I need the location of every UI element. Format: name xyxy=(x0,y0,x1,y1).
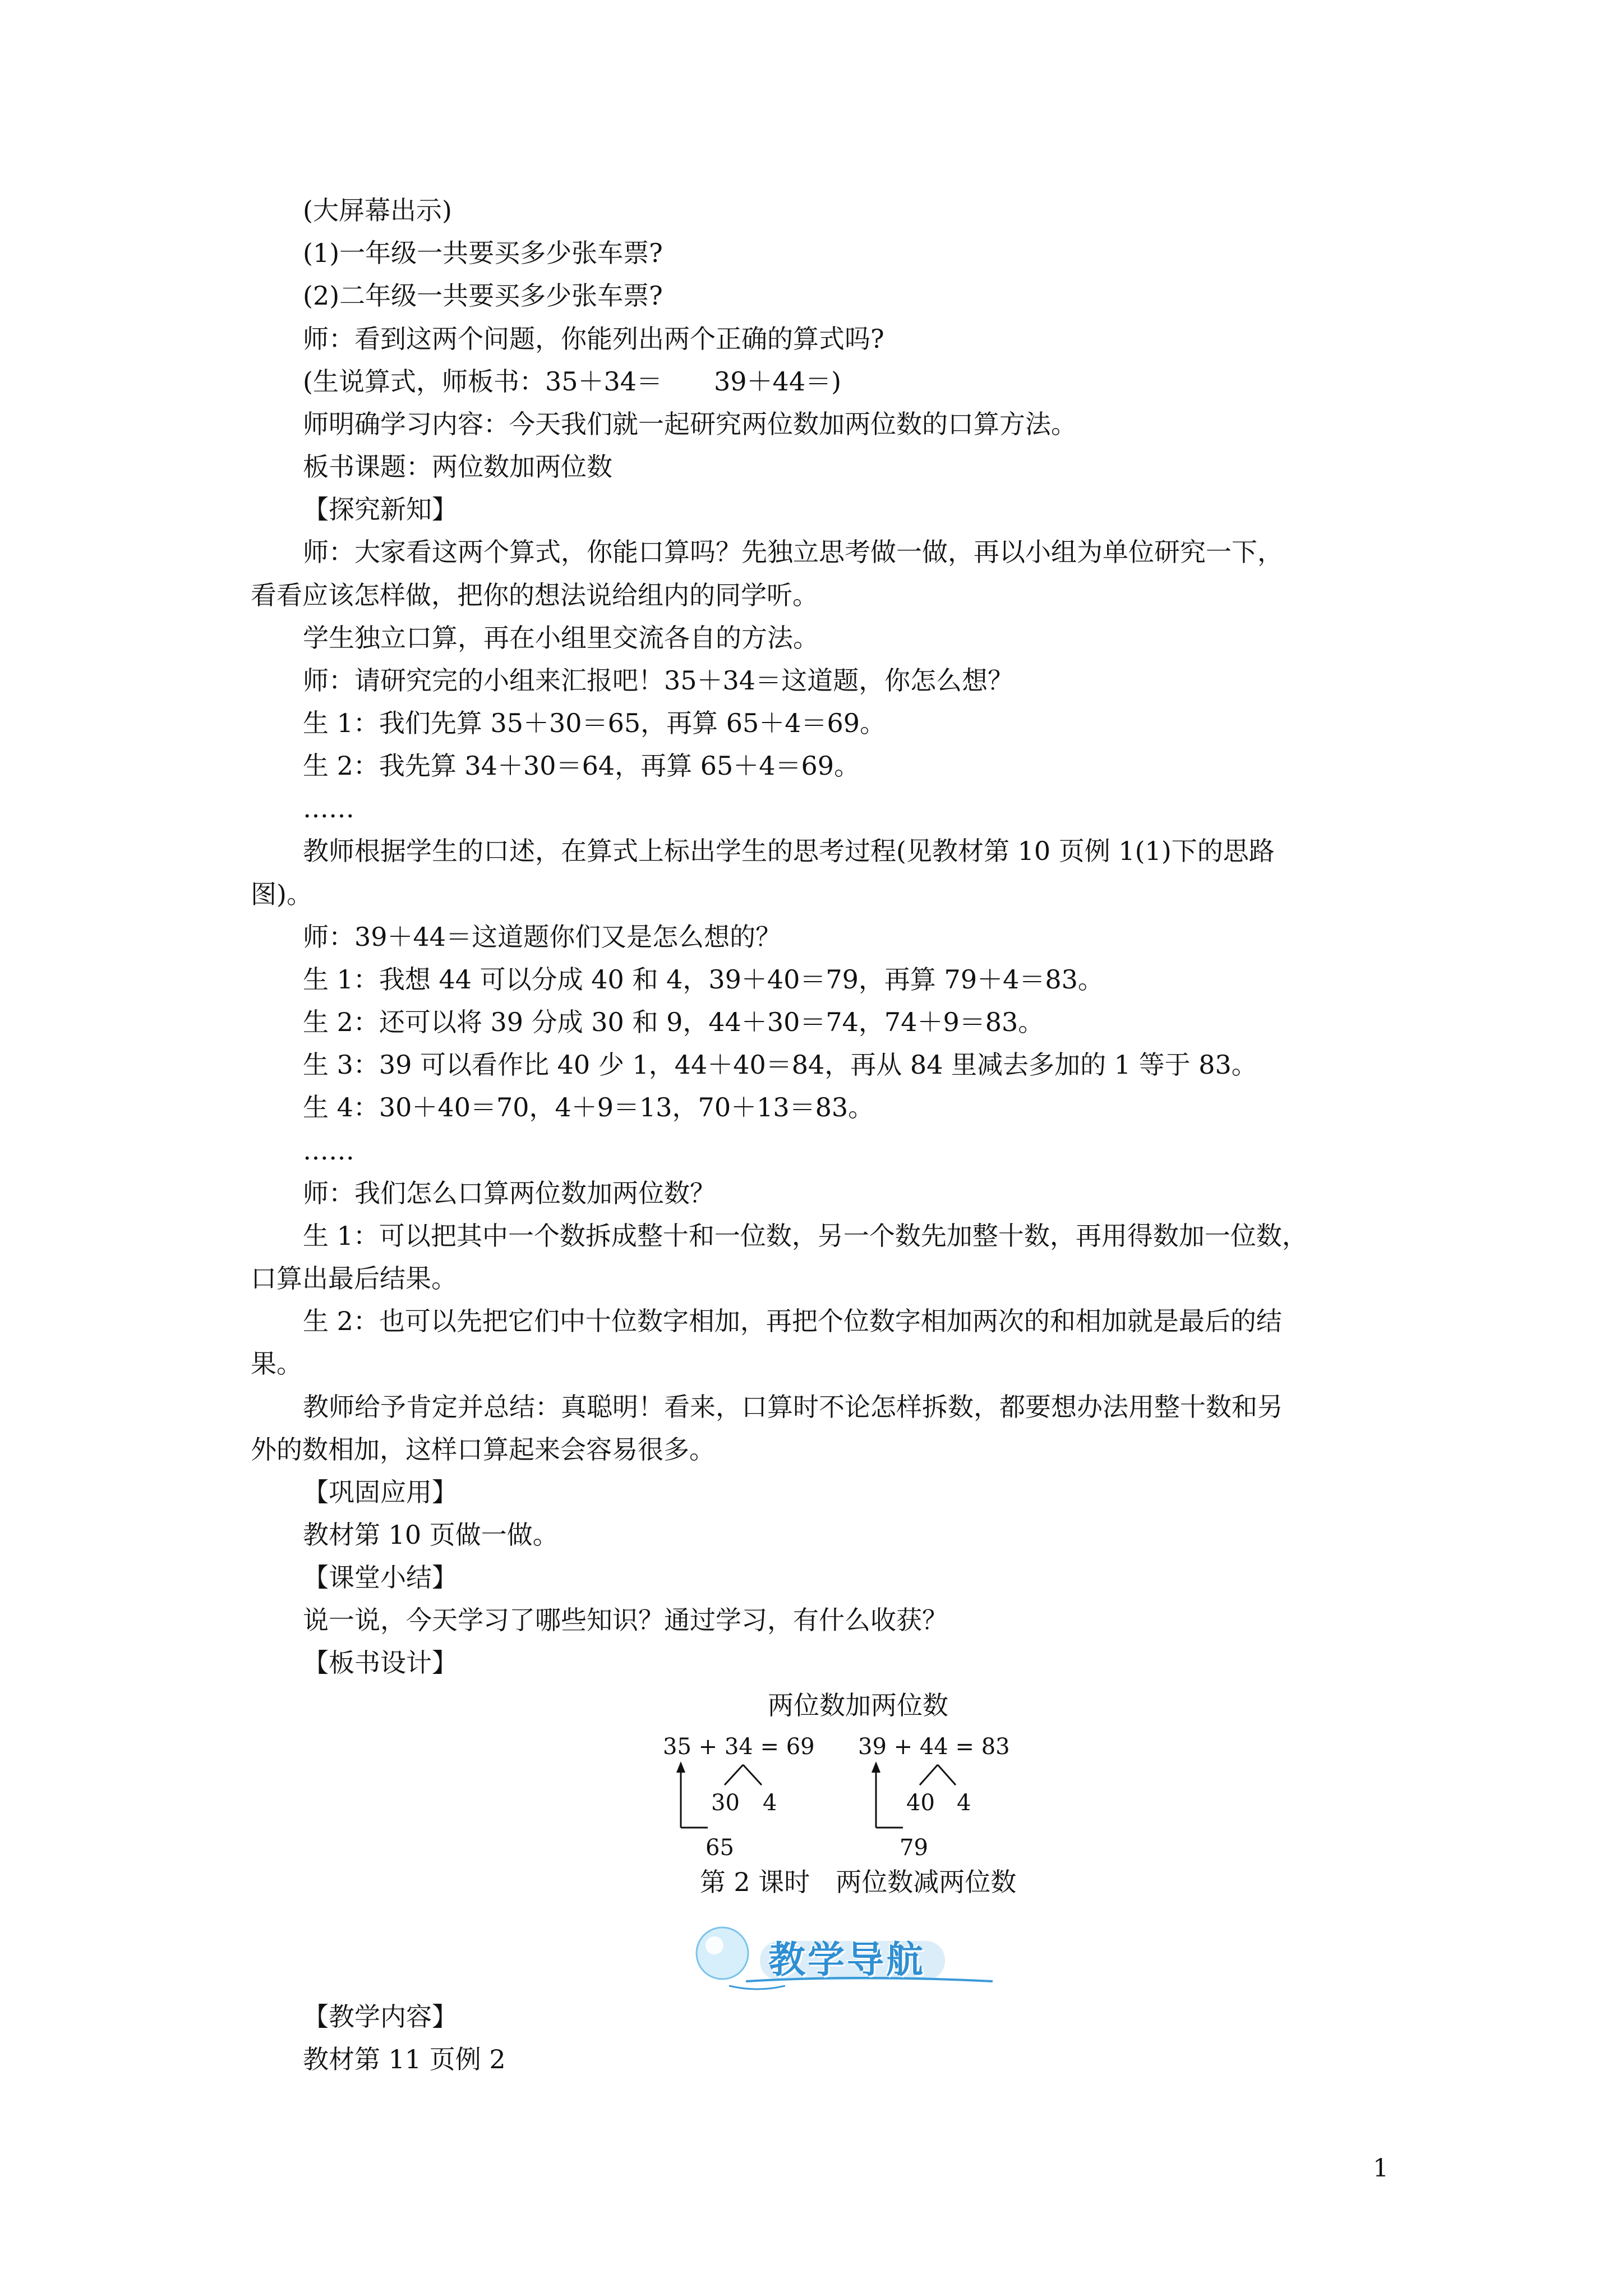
page-number: 1 xyxy=(1373,2154,1389,2183)
text-line: (生说算式，师板书：35＋34＝ 39＋44＝) xyxy=(303,366,842,397)
board-split-2b: 4 xyxy=(957,1790,971,1816)
board-split-2a: 40 xyxy=(906,1790,935,1816)
board-equation-2: 39 + 44 = 83 xyxy=(858,1734,1010,1760)
text-line: 师：39＋44＝这道题你们又是怎么想的？ xyxy=(303,922,782,952)
board-split-1a: 30 xyxy=(711,1790,740,1816)
text-line: 生 4：30＋40＝70，4＋9＝13，70＋13＝83。 xyxy=(303,1092,874,1122)
text-line: 生 1：可以把其中一个数拆成整十和一位数，另一个数先加整十数，再用得数加一位数， xyxy=(303,1221,1308,1251)
text-line: 学生独立口算，再在小组里交流各自的方法。 xyxy=(303,623,819,653)
text-line: 口算出最后结果。 xyxy=(251,1263,457,1294)
ellipsis: …… xyxy=(303,793,354,823)
text-line: 教材第 10 页做一做。 xyxy=(303,1520,559,1550)
board-split-1b: 4 xyxy=(763,1790,777,1816)
text-line: (2)二年级一共要买多少张车票? xyxy=(303,280,663,311)
text-line: 师明确学习内容：今天我们就一起研究两位数加两位数的口算方法。 xyxy=(303,409,1077,439)
banner-text: 教学导航 xyxy=(768,1938,925,1981)
text-line: 图)。 xyxy=(251,879,312,909)
section-heading: 【教学内容】 xyxy=(303,2001,458,2032)
text-line: (1)一年级一共要买多少张车票? xyxy=(303,238,663,268)
teaching-nav-banner xyxy=(690,1918,1004,2014)
text-line: 教材第 11 页例 2 xyxy=(303,2044,506,2074)
text-line: 师：看到这两个问题，你能列出两个正确的算式吗? xyxy=(303,324,884,354)
text-line: 生 2：我先算 34＋30＝64，再算 65＋4＝69。 xyxy=(303,751,860,781)
ellipsis: …… xyxy=(303,1135,354,1166)
text-line: 生 3：39 可以看作比 40 少 1，44＋40＝84，再从 84 里减去多加的 1 等于 83。 xyxy=(303,1050,1257,1080)
text-line: (大屏幕出示) xyxy=(303,195,452,226)
text-line: 师：我们怎么口算两位数加两位数？ xyxy=(303,1178,716,1208)
section-heading: 【巩固应用】 xyxy=(303,1477,458,1507)
text-line: 师：大家看这两个算式，你能口算吗？先独立思考做一做，再以小组为单位研究一下， xyxy=(303,537,1283,567)
text-line: 生 2：还可以将 39 分成 30 和 9，44＋30＝74，74＋9＝83。 xyxy=(303,1007,1044,1037)
text-line: 板书课题：两位数加两位数 xyxy=(303,452,612,482)
text-line: 看看应该怎样做，把你的想法说给组内的同学听。 xyxy=(251,580,818,610)
text-line: 说一说，今天学习了哪些知识？通过学习，有什么收获？ xyxy=(303,1605,948,1635)
section-heading: 【探究新知】 xyxy=(303,494,458,524)
board-equation-1: 35 + 34 = 69 xyxy=(663,1734,815,1760)
board-title: 两位数加两位数 xyxy=(768,1690,948,1720)
board-result-1: 65 xyxy=(706,1835,734,1861)
text-line: 果。 xyxy=(251,1349,302,1379)
lesson-title: 第 2 课时 两位数减两位数 xyxy=(699,1867,1017,1897)
board-diagram xyxy=(662,1728,1066,1862)
text-line: 师：请研究完的小组来汇报吧！35＋34＝这道题，你怎么想？ xyxy=(303,665,1014,696)
text-line: 生 1：我们先算 35＋30＝65，再算 65＋4＝69。 xyxy=(303,708,886,738)
section-heading: 【板书设计】 xyxy=(303,1648,458,1678)
text-line: 教师根据学生的口述，在算式上标出学生的思考过程(见教材第 10 页例 1(1)下的思路 xyxy=(303,836,1275,866)
text-line: 外的数相加，这样口算起来会容易很多。 xyxy=(251,1434,715,1465)
board-result-2: 79 xyxy=(900,1835,928,1861)
section-heading: 【课堂小结】 xyxy=(303,1562,458,1593)
text-line: 生 2：也可以先把它们中十位数字相加，再把个位数字相加两次的和相加就是最后的结 xyxy=(303,1306,1282,1336)
text-line: 教师给予肯定并总结：真聪明！看来，口算时不论怎样拆数，都要想办法用整十数和另 xyxy=(303,1392,1283,1422)
text-line: 生 1：我想 44 可以分成 40 和 4，39＋40＝79，再算 79＋4＝83。 xyxy=(303,964,1104,995)
